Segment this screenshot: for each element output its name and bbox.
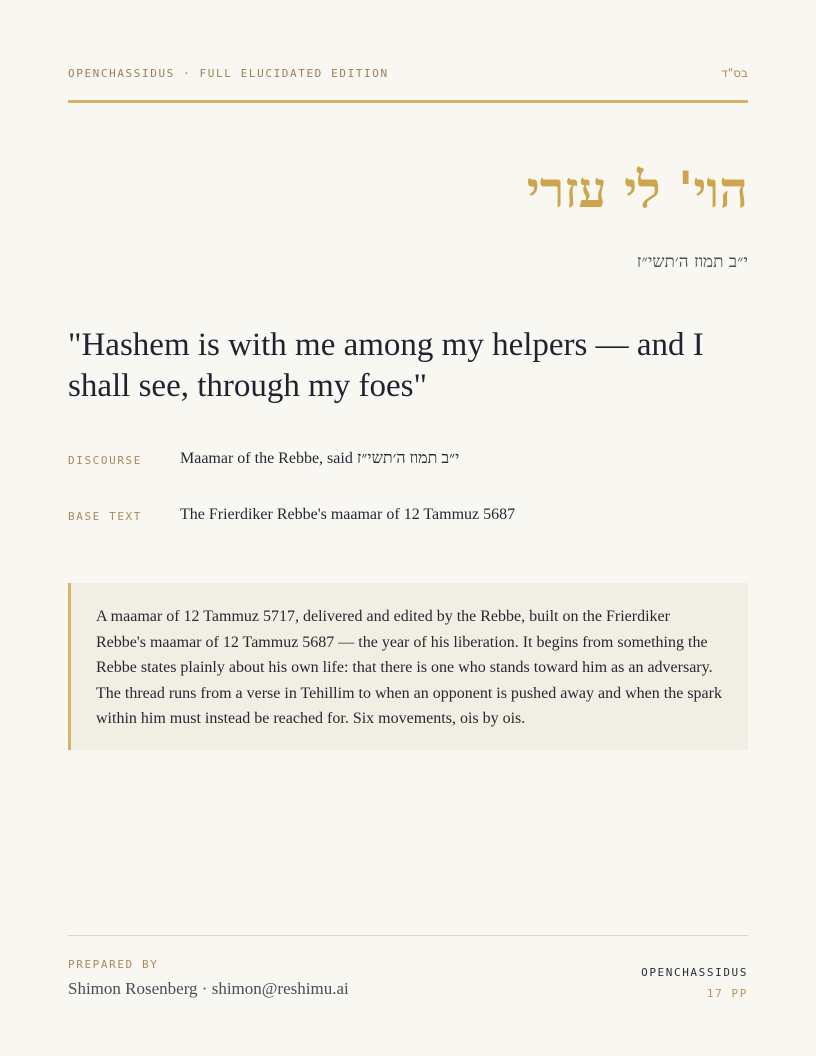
bsd-mark: בס"ד (721, 66, 748, 80)
meta-value: The Frierdiker Rebbe's maamar of 12 Tammuz 5687 (180, 506, 516, 523)
meta-row-discourse (68, 450, 748, 472)
hebrew-date: י״ב תמוז ה׳תשי״ז (636, 252, 748, 272)
hebrew-title: הוי' לי עזרי (526, 160, 748, 219)
prepared-by-name: Shimon Rosenberg · shimon@reshimu.ai (68, 979, 349, 998)
summary-callout (68, 583, 748, 750)
summary-text: A maamar of 12 Tammuz 5717, delivered and edited by the Rebbe, built on the Frierdiker Rebbe's maamar of 12 Tammuz 5687 — the year of his liberation. It begins from something the Rebbe states plainly about his own life: that there is one who stands toward him as an adversary. The thread runs from a verse in Tehillim to when an opponent is pushed away and when the spark within him must instead be reached for. Six movements, ois by ois. (96, 608, 722, 727)
meta-label: DISCOURSE (68, 454, 143, 467)
meta-label: BASE TEXT (68, 510, 143, 523)
prepared-by-label: PREPARED BY (68, 958, 159, 971)
meta-row-base-text (68, 506, 748, 528)
brand-name: OPENCHASSIDUS (641, 966, 748, 979)
header-divider (68, 100, 748, 103)
edition-label: OPENCHASSIDUS · FULL ELUCIDATED EDITION (68, 67, 389, 80)
meta-value: Maamar of the Rebbe, said י״ב תמוז ה׳תשי״ז (180, 450, 460, 467)
page-header (68, 66, 748, 86)
page-count: 17 PP (706, 987, 748, 1000)
footer-divider (68, 935, 748, 936)
english-title: "Hashem is with me among my helpers — and I shall see, through my foes" (68, 327, 704, 404)
